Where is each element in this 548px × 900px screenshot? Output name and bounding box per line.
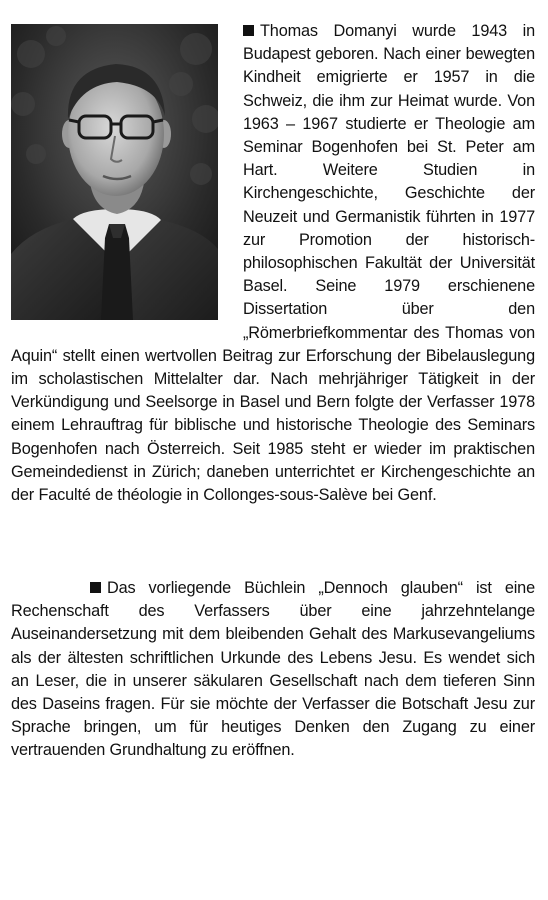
book-description-text: Das vorliegende Büchlein „Dennoch glauben“ ist eine Rechenschaft des Verfassers über eine jahrzehntelange Auseinandersetzung mit dem bleibenden Gehalt des Markusevangeliums als der ältesten schriftlichen Urkunde des Lebens Jesu. Es wendet sich an Leser, die in unserer säkularen Gesellschaft nach dem tieferen Sinn des Daseins fragen. Für sie möchte der Verfasser die Botschaft Jesu zur Sprache bringen, um für heutiges Denken den Zugang zu einer vertrauenden Grundhaltung zu eröffnen. xyxy=(11,579,535,760)
author-biography-text: Thomas Domanyi wurde 1943 in Budapest geboren. Nach einer bewegten Kindheit emigrierte er 1957 in die Schweiz, die ihm zur Heimat wurde. Von 1963 – 1967 studierte er Theologie am Seminar Bogenhofen bei St. Peter am Hart. Weitere Studien in Kirchengeschichte, Geschichte der Neuzeit und Germanistik führten in 1977 zur Promotion der historisch-philosophischen Fakultät der Universität Basel. Seine 1979 erschienene Dissertation über den „Römerbriefkommentar des Thomas von Aquin“ stellt einen wertvollen Beitrag zur Erforschung der Bibelauslegung im scholastischen Mittelalter dar. Nach mehrjähriger Tätigkeit in der Verkündigung und Seelsorge in Basel und Bern folgte der Verfasser 1978 einem Lehrauftrag für biblische und historische Theologie des Seminars Bogenhofen nach Österreich. Seit 1985 steht er wieder im praktischen Gemeindedienst in Zürich; daneben unterrichtet er Kirchengeschichte an der Faculté de théologie in Collonges-sous-Salève bei Genf. xyxy=(11,22,535,505)
square-bullet-icon xyxy=(90,582,101,593)
book-description xyxy=(11,577,535,763)
square-bullet-icon xyxy=(243,25,254,36)
author-biography xyxy=(11,20,535,507)
portrait-spacer xyxy=(11,20,243,344)
